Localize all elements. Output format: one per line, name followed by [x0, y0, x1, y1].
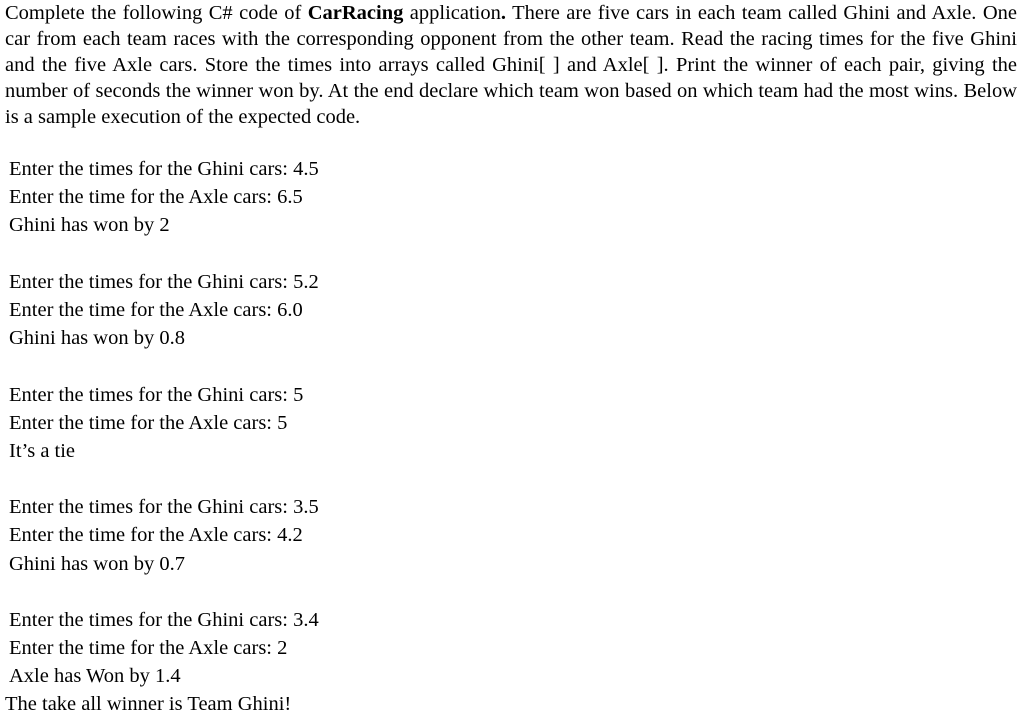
round-2-axle-line: Enter the time for the Axle cars: 6.0	[9, 298, 303, 321]
app-name: CarRacing	[307, 2, 404, 24]
blank-line	[9, 578, 319, 606]
round-2-ghini-line: Enter the times for the Ghini cars: 5.2	[9, 270, 319, 293]
blank-line	[9, 352, 319, 380]
round-1-axle-line: Enter the time for the Axle cars: 6.5	[9, 186, 303, 209]
problem-statement	[5, 0, 1017, 130]
final-winner-line: The take all winner is Team Ghini!	[5, 693, 292, 715]
round-4-result-line: Ghini has won by 0.7	[9, 552, 185, 575]
round-5-axle-line: Enter the time for the Axle cars: 2	[9, 637, 288, 660]
intro-part-3: There are five cars in each team called Ghini and Axle. One car from each team races with the corresponding opponent from the other team. Read the racing times for the five Ghini and the five Axle cars. Store the times into arrays called Ghini[ ] and Axle[ ]. Print the winner of each pair, giving the number of seconds the winner won by. At the end declare which team won based on which team had the most wins. Below is a sample execution of the expected code.	[5, 2, 1017, 128]
intro-period: .	[500, 2, 507, 24]
blank-line	[9, 240, 319, 268]
intro-part-2: application	[403, 2, 501, 24]
blank-line	[9, 465, 319, 493]
round-5-result-line: Axle has Won by 1.4	[9, 665, 181, 688]
round-2-result-line: Ghini has won by 0.8	[9, 327, 185, 350]
round-3-result-line: It’s a tie	[9, 439, 76, 462]
round-1-result-line: Ghini has won by 2	[9, 214, 170, 237]
round-4-ghini-line: Enter the times for the Ghini cars: 3.5	[9, 496, 319, 519]
round-3-axle-line: Enter the time for the Axle cars: 5	[9, 411, 288, 434]
round-1-ghini-line: Enter the times for the Ghini cars: 4.5	[9, 158, 319, 180]
round-4-axle-line: Enter the time for the Axle cars: 4.2	[9, 524, 303, 547]
round-5-ghini-line: Enter the times for the Ghini cars: 3.4	[9, 609, 319, 631]
sample-execution	[9, 155, 319, 691]
round-3-ghini-line: Enter the times for the Ghini cars: 5	[9, 383, 304, 406]
intro-part-1: Complete the following C# code of	[5, 2, 308, 24]
